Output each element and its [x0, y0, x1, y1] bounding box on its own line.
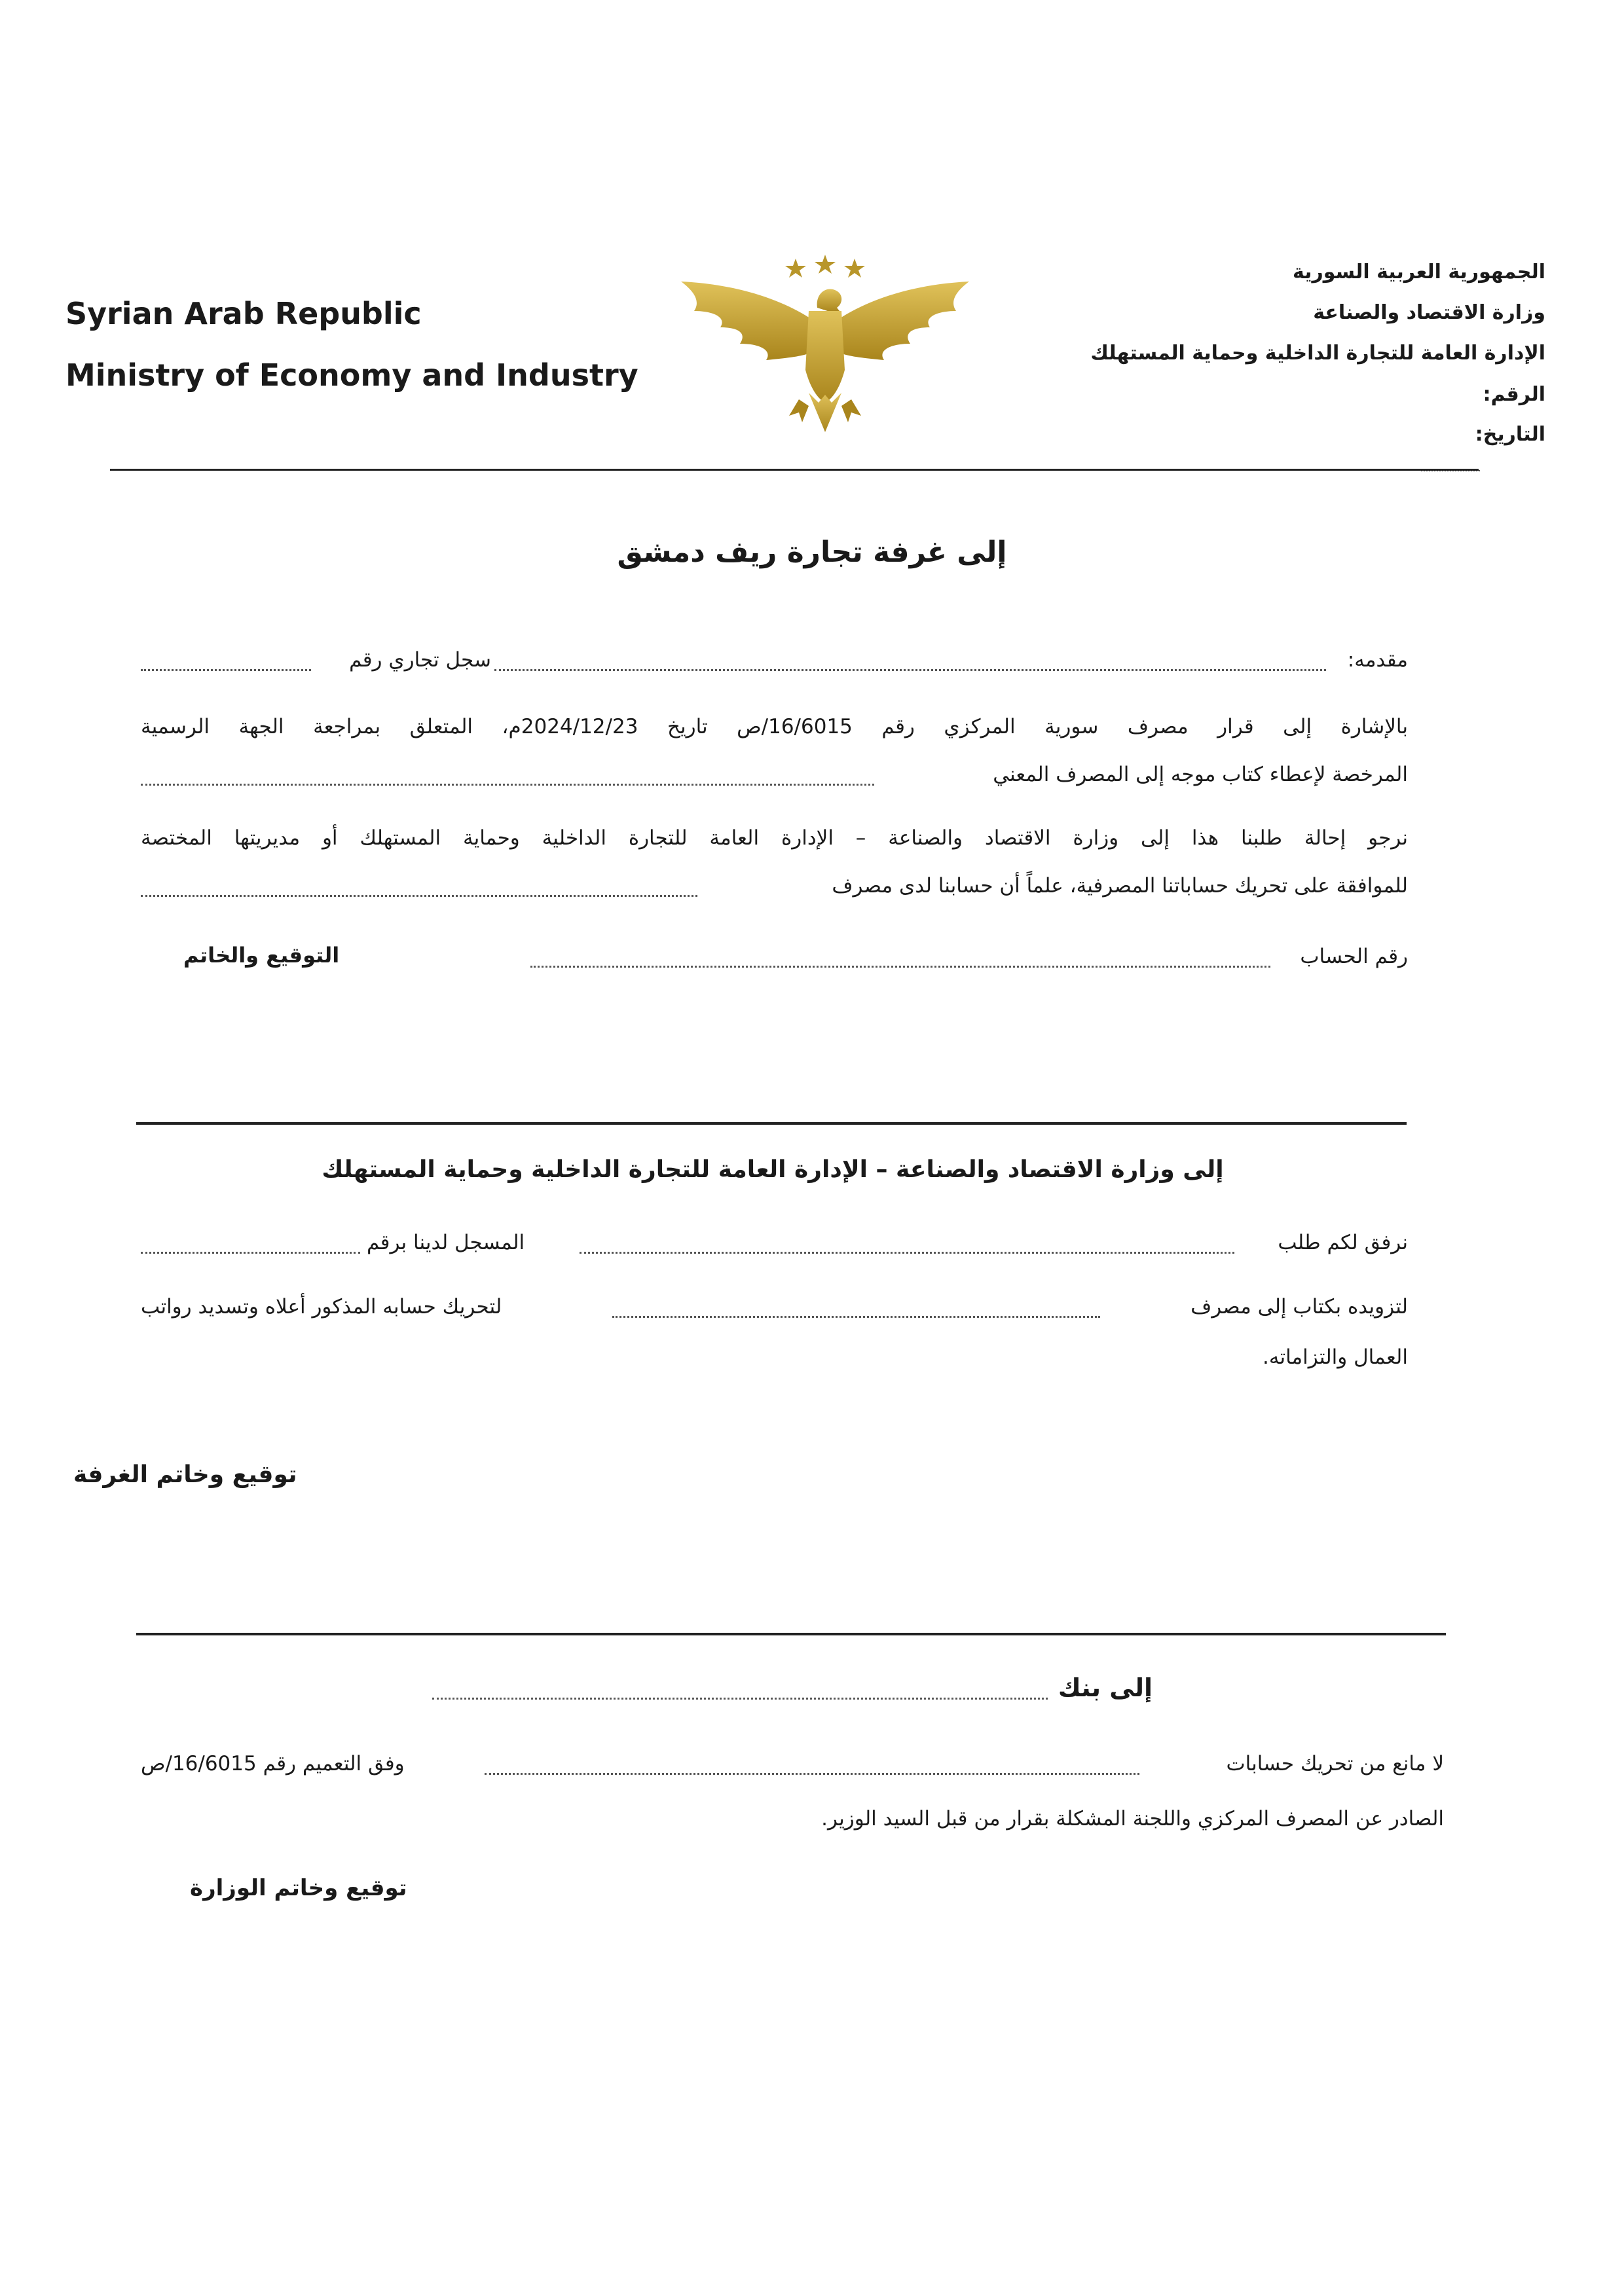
- section3-line1-a: لا مانع من تحريك حسابات: [1226, 1752, 1444, 1776]
- section2-line2-a: لتزويده بكتاب إلى مصرف: [1190, 1295, 1408, 1319]
- section2-line2-b: لتحريك حسابه المذكور أعلاه وتسديد رواتب: [141, 1295, 502, 1319]
- request-field[interactable]: [580, 1252, 1234, 1254]
- header-ar-line2: وزارة الاقتصاد والصناعة: [1313, 301, 1545, 324]
- header-en-line1: Syrian Arab Republic: [65, 296, 422, 331]
- section2-title: إلى وزارة الاقتصاد والصناعة – الإدارة العامة للتجارة الداخلية وحماية المستهلك: [322, 1156, 1224, 1183]
- commercial-register-field[interactable]: [141, 669, 311, 671]
- header-divider: [110, 469, 1479, 471]
- header-ar-date: التاريخ:: [1475, 423, 1545, 446]
- section3-signature: توقيع وخاتم الوزارة: [190, 1875, 407, 1901]
- para1-line1: بالإشارة إلى قرار مصرف سورية المركزي رقم 16/6015/ص تاريخ 2024/12/23م، المتعلق بمراجعة الجهة الرسمية: [141, 715, 1408, 738]
- header-ar-line1: الجمهورية العربية السورية: [1293, 261, 1545, 283]
- para1-dots: [141, 784, 874, 786]
- presenter-label: مقدمه:: [1347, 648, 1408, 672]
- section2-line3: العمال والتزاماته.: [1262, 1345, 1408, 1369]
- registered-number-field[interactable]: [141, 1252, 360, 1254]
- eagle-emblem-icon: [668, 246, 982, 442]
- section1-divider: [136, 1122, 1407, 1125]
- section2-signature: توقيع وخاتم الغرفة: [73, 1461, 297, 1488]
- account-label: رقم الحساب: [1300, 945, 1408, 968]
- section2-line1-a: نرفق لكم طلب: [1278, 1231, 1408, 1254]
- header-en-line2: Ministry of Economy and Industry: [65, 357, 638, 393]
- section2-divider: [136, 1633, 1446, 1635]
- commercial-register-label: سجل تجاري رقم: [349, 648, 491, 672]
- section2-bank-field[interactable]: [612, 1316, 1100, 1318]
- para1-line2: المرخصة لإعطاء كتاب موجه إلى المصرف المعني: [993, 763, 1408, 786]
- section1-signature: التوقيع والخاتم: [183, 943, 340, 968]
- header-ar-number: الرقم:: [1483, 383, 1545, 406]
- section3-title: إلى بنك: [1058, 1673, 1153, 1702]
- bank-name-field[interactable]: [141, 895, 697, 897]
- header-ar-line3: الإدارة العامة للتجارة الداخلية وحماية المستهلك: [1090, 342, 1545, 365]
- presenter-field[interactable]: [494, 669, 1326, 671]
- para2-line2: للموافقة على تحريك حساباتنا المصرفية، علماً أن حسابنا لدى مصرف: [832, 874, 1408, 898]
- section2-line1-b: المسجل لدينا برقم: [367, 1231, 525, 1254]
- bank-addressee-field[interactable]: [432, 1698, 1048, 1700]
- section3-line2: الصادر عن المصرف المركزي واللجنة المشكلة بقرار من قبل السيد الوزير.: [821, 1807, 1444, 1831]
- section3-line1-b: وفق التعميم رقم 16/6015/ص: [141, 1752, 405, 1776]
- accounts-field[interactable]: [485, 1773, 1139, 1775]
- section1-title: إلى غرفة تجارة ريف دمشق: [617, 536, 1007, 569]
- para2-line1: نرجو إحالة طلبنا هذا إلى وزارة الاقتصاد والصناعة – الإدارة العامة للتجارة الداخلية وحماية المستهلك أو مديريتها المختصة: [141, 826, 1408, 850]
- account-field[interactable]: [530, 966, 1270, 968]
